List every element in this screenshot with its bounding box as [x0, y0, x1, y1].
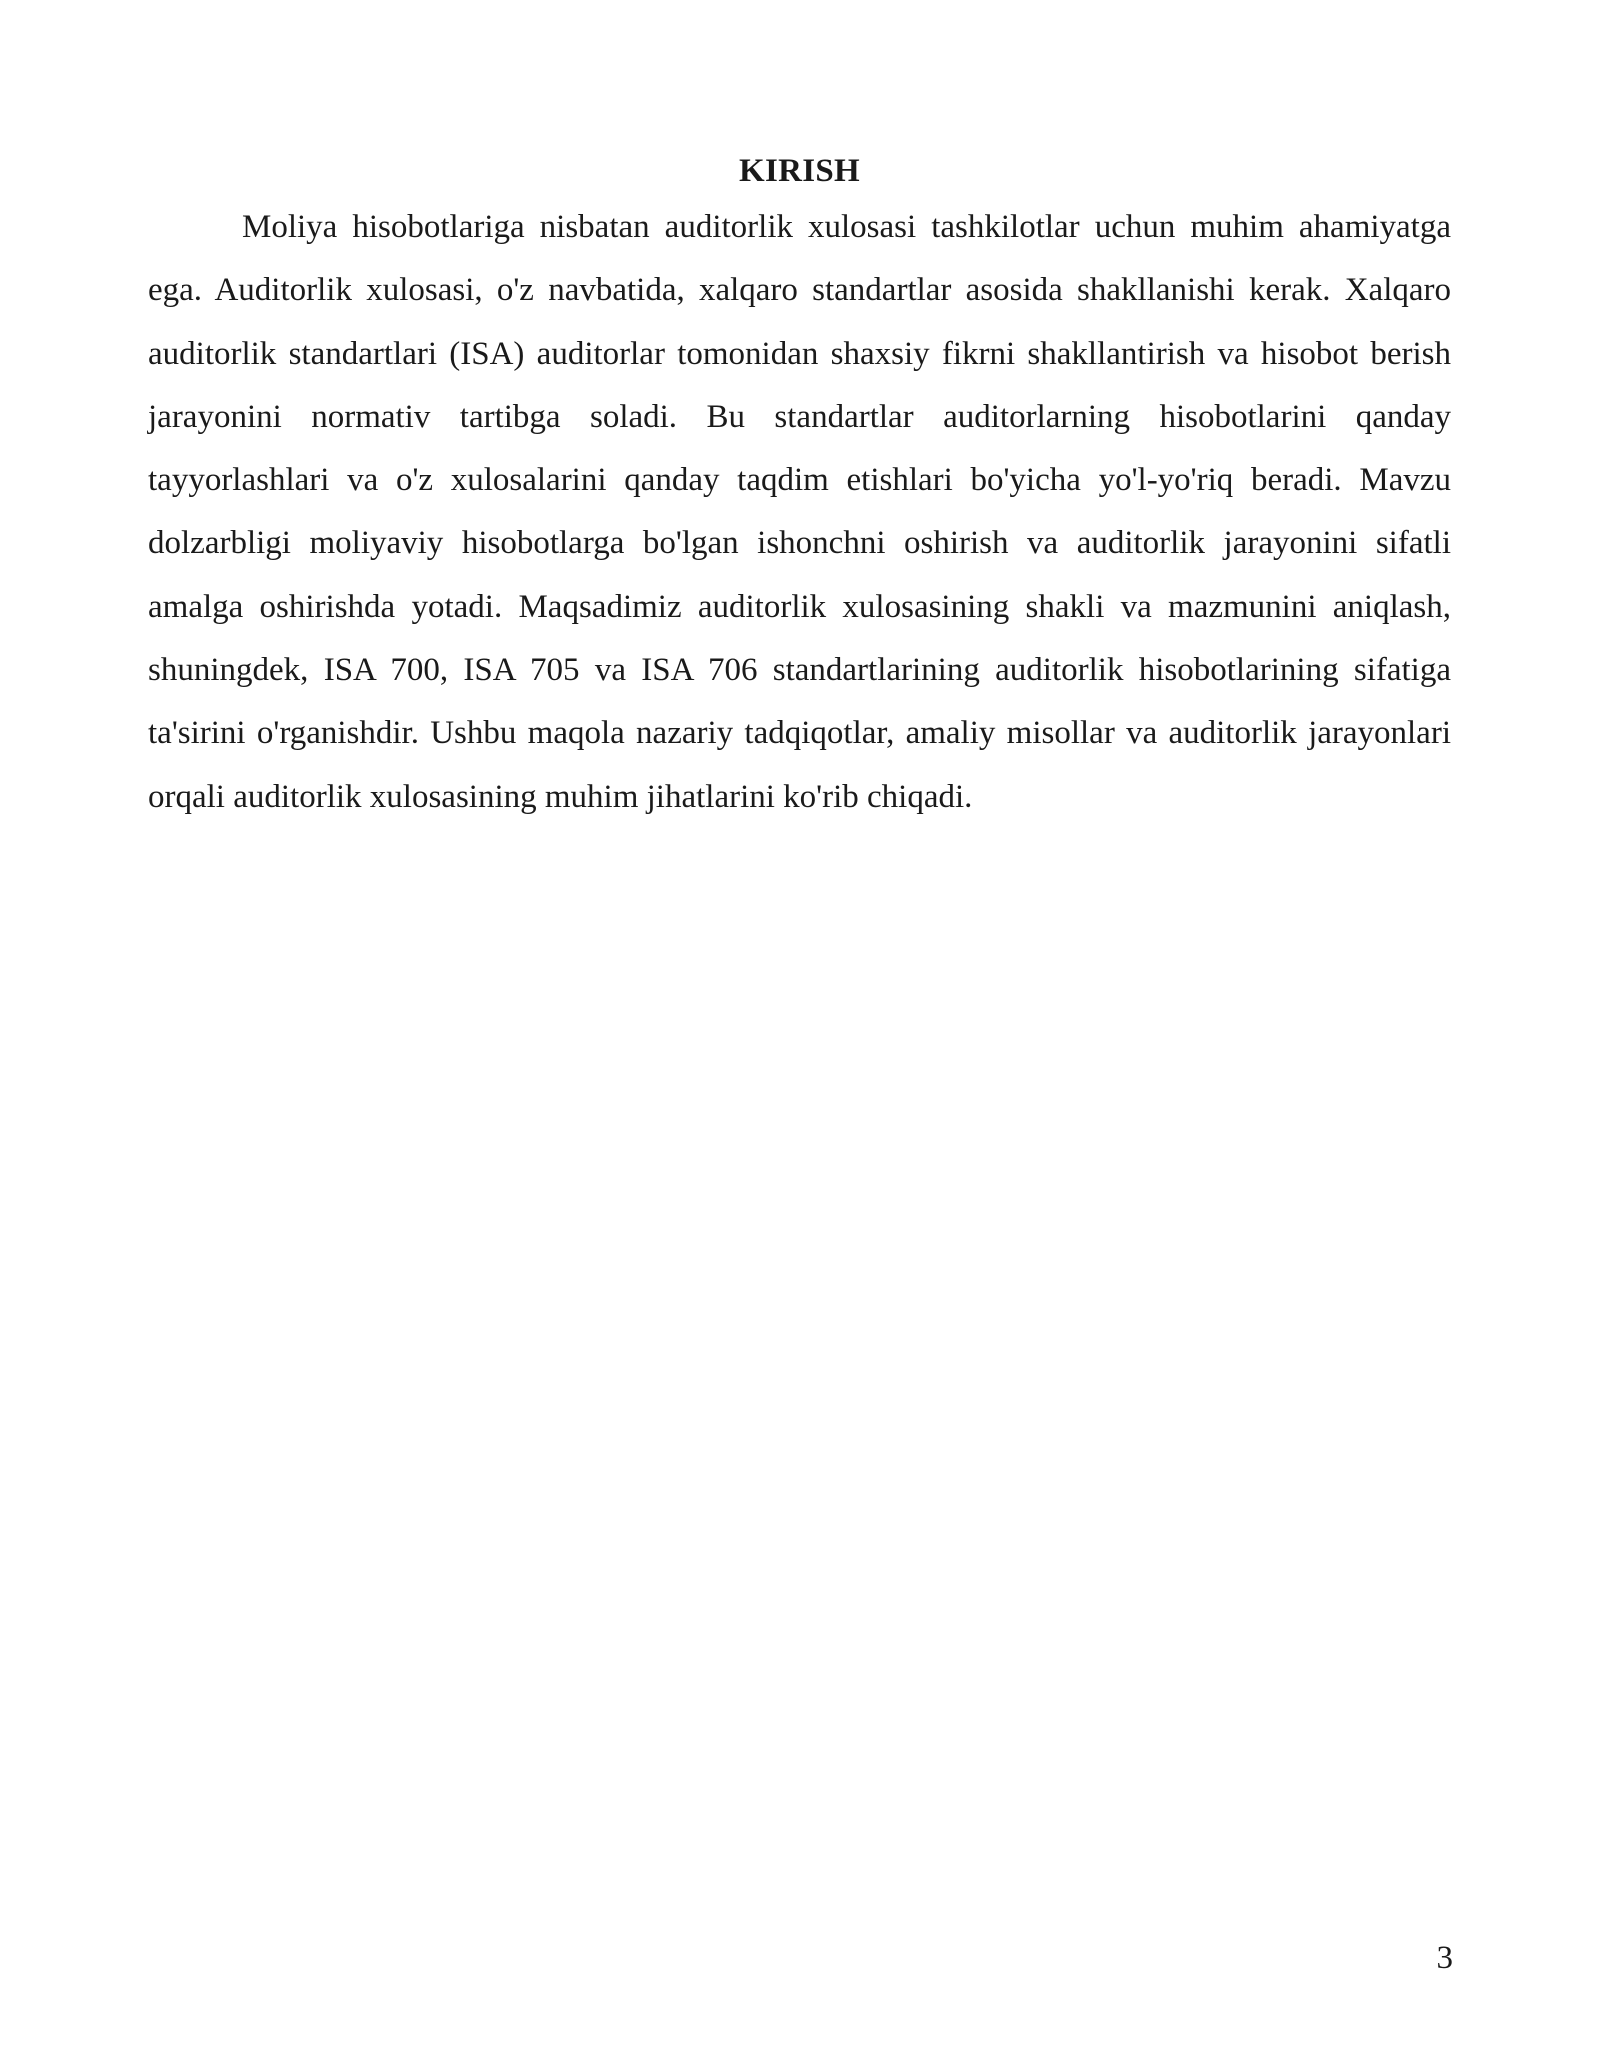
page-number: 3 [1436, 1940, 1453, 1976]
section-title: KIRISH [738, 153, 860, 189]
body-paragraph: Moliya hisobotlariga nisbatan auditorlik xulosasi tashkilotlar uchun muhim ahamiyatga ega. Auditorlik xulosasi, o'z navbatida, xalqaro standartlar asosida shakllanishi kerak. Xalqaro auditorlik standartlari (ISA) auditorlar tomonidan shaxsiy fikrni shakllantirish va hisobot berish jarayonini normativ tartibga soladi. Bu standartlar auditorlarning hisobotlarini qanday tayyorlashlari va o'z xulosalarini qanday taqdim etishlari bo'yicha yo'l-yo'riq beradi. Mavzu dolzarbligi moliyaviy hisobotlarga bo'lgan ishonchni oshirish va auditorlik jarayonini sifatli amalga oshirishda yotadi. Maqsadimiz auditorlik xulosasining shakli va mazmunini aniqlash, shuningdek, ISA 700, ISA 705 va ISA 706 standartlarining auditorlik hisobotlarining sifatiga ta'sirini o'rganishdir. Ushbu maqola nazariy tadqiqotlar, amaliy misollar va auditorlik jarayonlari orqali auditorlik xulosasining muhim jihatlarini ko'rib chiqadi. [148, 209, 1451, 815]
page-content [148, 148, 1451, 829]
